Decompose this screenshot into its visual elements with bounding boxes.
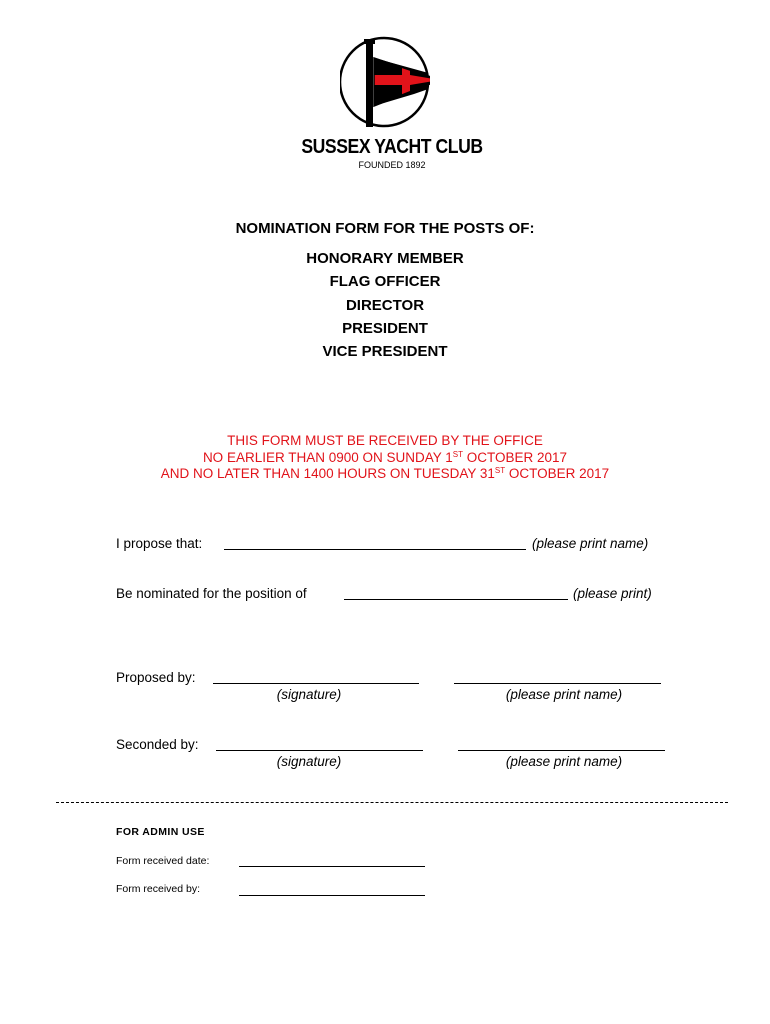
propose-row: [116, 536, 202, 551]
propose-label: I propose that:: [116, 536, 203, 551]
received-date-field[interactable]: [239, 854, 425, 867]
post-item: DIRECTOR: [345, 296, 425, 314]
dashed-divider: [56, 802, 728, 803]
club-name: SUSSEX YACHT CLUB: [301, 136, 483, 158]
notice-line: THIS FORM MUST BE RECEIVED BY THE OFFICE: [227, 433, 543, 448]
notice-line: AND NO LATER THAN 1400 HOURS ON TUESDAY 31ST OCTOBER 2017: [160, 466, 610, 481]
print-name-caption: (please print name): [505, 754, 623, 769]
position-label: Be nominated for the position of: [116, 586, 307, 601]
signature-caption: (signature): [276, 754, 342, 769]
burgee-flag-icon: [340, 36, 430, 132]
proposer-signature-field[interactable]: [213, 670, 419, 684]
post-item: VICE PRESIDENT: [322, 343, 448, 361]
received-by-label: Form received by:: [116, 883, 201, 895]
post-item: PRESIDENT: [342, 319, 428, 337]
proposer-name-field[interactable]: [454, 670, 661, 684]
seconder-name-field[interactable]: [458, 737, 665, 751]
print-name-caption: (please print name): [505, 687, 623, 702]
received-date-label: Form received date:: [116, 855, 210, 867]
signature-caption: (signature): [276, 687, 342, 702]
received-by-field[interactable]: [239, 883, 425, 896]
propose-hint: (please print name): [532, 536, 649, 551]
founded-text: FOUNDED 1892: [358, 160, 426, 170]
seconder-signature-field[interactable]: [216, 737, 423, 751]
notice-line: NO EARLIER THAN 0900 ON SUNDAY 1ST OCTOBER 2017: [202, 449, 568, 465]
post-item: HONORARY MEMBER: [306, 250, 464, 267]
position-field[interactable]: [344, 586, 568, 600]
proposed-by-label: Proposed by:: [116, 670, 196, 685]
propose-name-field[interactable]: [224, 536, 526, 550]
deadline-notice: [0, 433, 770, 483]
admin-title: FOR ADMIN USE: [116, 826, 205, 838]
post-item: FLAG OFFICER: [329, 273, 441, 291]
position-hint: (please print): [573, 586, 652, 601]
form-title: NOMINATION FORM FOR THE POSTS OF:: [235, 220, 535, 237]
seconded-by-label: Seconded by:: [116, 737, 199, 752]
posts-list: [0, 247, 770, 363]
